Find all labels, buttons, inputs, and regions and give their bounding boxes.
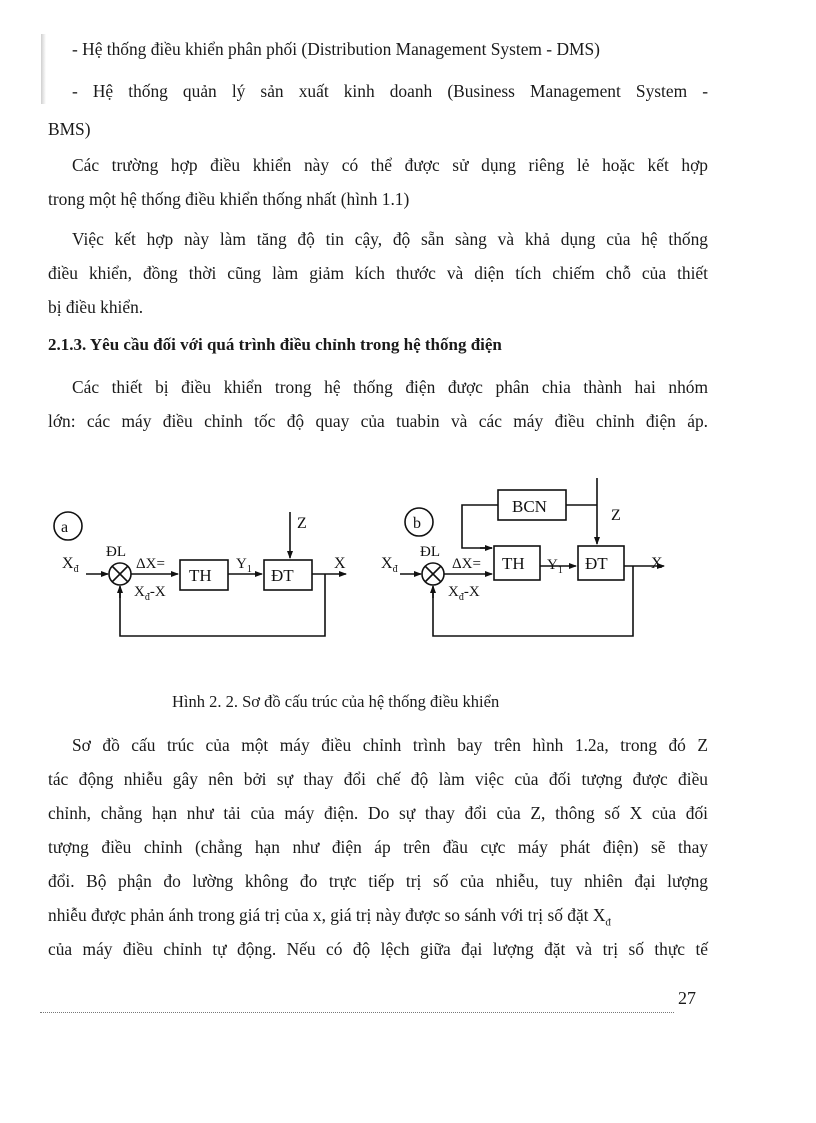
diagram-b-input-label: $X_đ$: [381, 555, 398, 575]
paragraph-2-line-2: điều khiển, đồng thời cũng làm giảm kích thước và diện tích chiếm chỗ của thiết: [48, 263, 708, 283]
paragraph-4-line-7: của máy điều chỉnh tự động. Nếu có độ lệch giữa đại lượng đặt và trị số thực tế: [48, 939, 708, 959]
diagram-a-z-label: Z: [297, 515, 307, 532]
figure-caption: Hình 2. 2. Sơ đồ cấu trúc của hệ thống điều khiển: [172, 692, 500, 711]
bullet-bms-cont: BMS): [48, 119, 91, 139]
paragraph-4-line-6: [48, 904, 611, 933]
paragraph-4-line-5: đổi. Bộ phận đo lường không đo trực tiếp trị số của nhiễu, tuy nhiên đại lượng: [48, 871, 708, 891]
diagram-b-y1-label: $Y_1$: [547, 557, 563, 576]
diagram-b-dl-label: ĐL: [420, 544, 440, 560]
diagram-b-output-label: X: [651, 555, 663, 572]
paragraph-1-line-2: trong một hệ thống điều khiển thống nhất (hình 1.1): [48, 189, 410, 209]
diagram-a-dt-label: ĐT: [271, 566, 294, 585]
diagram-a-dl-label: ĐL: [106, 544, 126, 560]
paragraph-4-line-1: Sơ đồ cấu trúc của một máy điều chỉnh trình bay trên hình 1.2a, trong đó Z: [72, 735, 708, 755]
diagram-a-y1-label: $Y_1$: [236, 556, 252, 575]
diagram-b-dt-label: ĐT: [585, 554, 608, 573]
diagram-a-input-label: $X_đ$: [62, 555, 79, 575]
bullet-dms: - Hệ thống điều khiển phân phối (Distribution Management System - DMS): [72, 39, 600, 59]
diagram-b-error-expr: $X_đ-X$: [448, 584, 480, 603]
page-number: 27: [678, 988, 696, 1008]
diagram-a-output-label: X: [334, 555, 346, 572]
footer-rule: [40, 1012, 674, 1013]
diagram-a-th-label: TH: [189, 566, 212, 585]
diagram-b-bcn-path: [462, 505, 498, 548]
paragraph-3-line-1: Các thiết bị điều khiển trong hệ thống điện được phân chia thành hai nhóm: [72, 377, 708, 397]
paragraph-4-line-6-text: nhiễu được phản ánh trong giá trị của x, giá trị này được so sánh với trị số đặt X: [48, 905, 606, 925]
paragraph-2-line-1: Việc kết hợp này làm tăng độ tin cậy, độ sẵn sàng và khả dụng của hệ thống: [72, 229, 708, 249]
paragraph-4-line-3: chỉnh, chẳng hạn như tải của máy điện. Do sự thay đổi của Z, thông số X của đối: [48, 803, 708, 823]
diagram-a-error-expr: $X_đ-X$: [134, 584, 166, 603]
paragraph-4-line-4: tượng điều chỉnh (chẳng hạn như điện áp trên đầu cực máy phát điện) sẽ thay: [48, 837, 708, 857]
diagram-b-th-label: TH: [502, 554, 525, 573]
diagram-a-error-label: ΔX=: [136, 556, 165, 572]
diagram-a-tag: a: [61, 519, 69, 536]
paragraph-3-line-2: lớn: các máy điều chỉnh tốc độ quay của tuabin và các máy điều chỉnh điện áp.: [48, 411, 708, 431]
paragraph-4-line-2: tác động nhiễu gây nên bởi sự thay đổi chế độ làm việc của đối tượng được điều: [48, 769, 708, 789]
section-heading: 2.1.3. Yêu cầu đối với quá trình điều chỉnh trong hệ thống điện: [48, 335, 502, 354]
paragraph-1-line-1: Các trường hợp điều khiển này có thể được sử dụng riêng lẻ hoặc kết hợp: [72, 155, 708, 175]
paragraph-2-line-3: bị điều khiển.: [48, 297, 144, 317]
diagram-b-tag: b: [413, 515, 421, 532]
bullet-bms: - Hệ thống quản lý sản xuất kinh doanh (Business Management System -: [72, 81, 708, 101]
diagram-b-z-label: Z: [611, 507, 621, 524]
diagram-b-error-label: ΔX=: [452, 556, 481, 572]
diagram-b-bcn-label: BCN: [512, 497, 547, 516]
paragraph-4-line-6-subscript: đ: [605, 916, 611, 929]
